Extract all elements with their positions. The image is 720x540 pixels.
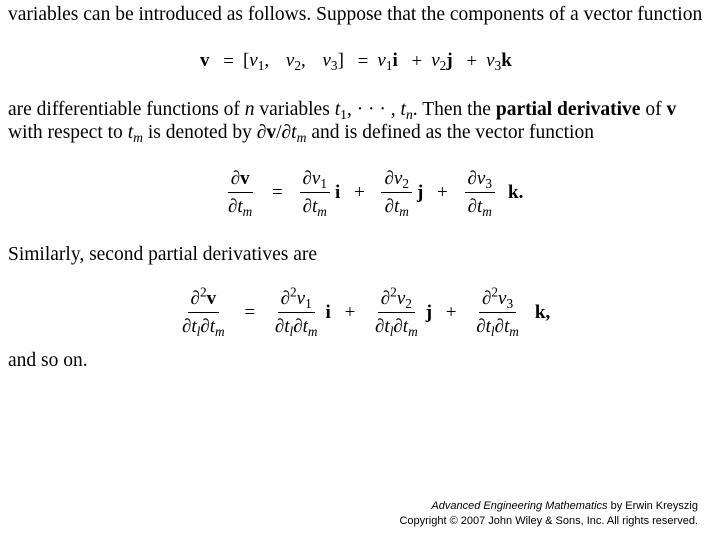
eq1-unit-k: k: [501, 50, 512, 71]
text-line-3: [8, 122, 594, 144]
eq2-f1-den-partial: ∂: [302, 196, 312, 217]
eq1-component-1-sub: 1: [257, 57, 265, 73]
eq2-lhs-den-t: t: [237, 196, 243, 217]
eq1-component-2-sub: 2: [294, 57, 301, 73]
eq2-f3-den-partial: ∂: [467, 196, 477, 217]
eq1-term-2-sub: 2: [439, 57, 447, 73]
eq3-f2-den-partial-2: ∂: [393, 316, 403, 337]
text-line-and-so-on: [8, 350, 88, 372]
eq1-bracket-close: ]: [337, 50, 344, 71]
eq1-bracket-open: [: [242, 50, 250, 71]
similarly-text: Similarly, second partial derivatives are: [8, 244, 318, 265]
eq3-lhs-num-partial: ∂: [190, 288, 200, 309]
eq2-f2-den-t: t: [393, 196, 400, 217]
eq3-unit-i: i: [325, 302, 331, 323]
eq1-equals-2: =: [357, 50, 369, 72]
line3-tm: t: [127, 122, 134, 143]
eq3-f1-num-sup: 2: [290, 284, 297, 300]
intro-text: variables can be introduced as follows. Suppose that the components of a vector function: [8, 4, 703, 25]
eq3-fraction-1: [272, 284, 321, 339]
eq3-f1-den-t1: t: [284, 316, 290, 337]
eq1-plus-1: +: [411, 50, 423, 72]
eq2-lhs-den-sub: m: [242, 203, 253, 219]
eq2-lhs-num-v: v: [240, 168, 250, 189]
eq3-f1-num-v: v: [296, 288, 306, 309]
and-so-on-text: and so on.: [8, 350, 88, 371]
line2-part-d: . Then the: [412, 99, 496, 120]
eq3-lhs-den-t2: t: [209, 316, 216, 337]
line2-tn: t: [400, 99, 406, 120]
eq3-f2-num-sub: 2: [405, 295, 412, 311]
line2-part-b: variables: [254, 99, 335, 120]
eq2-lhs-den-partial: ∂: [228, 196, 238, 217]
eq2-f3-num-sub: 3: [485, 175, 492, 191]
eq3-lhs-fraction: [179, 284, 228, 339]
equation-vector-components: [200, 50, 512, 73]
eq3-f1-den-sub2: m: [307, 323, 318, 339]
eq2-f2-num-v: v: [393, 168, 403, 189]
eq2-f3-num-v: v: [476, 168, 486, 189]
eq3-lhs-den-sub1: l: [196, 323, 201, 339]
eq2-plus-1: +: [354, 182, 365, 203]
eq3-lhs-num-v: v: [206, 288, 217, 309]
eq3-lhs-den-t1: t: [191, 316, 197, 337]
line3-t: t: [291, 122, 297, 143]
eq1-unit-i: i: [392, 50, 398, 71]
line3-v: v: [266, 122, 277, 143]
line2-n: n: [244, 99, 255, 120]
eq2-lhs-fraction: [225, 168, 255, 218]
line2-part-c: , · · · ,: [346, 99, 401, 120]
eq3-plus-1: +: [344, 302, 356, 323]
footer-byline: by Erwin Kreyszig: [607, 500, 698, 512]
eq2-f3-den-sub: m: [482, 203, 492, 219]
eq2-f2-num-partial: ∂: [384, 168, 394, 189]
eq2-unit-i: i: [334, 182, 341, 203]
eq1-component-3: v: [322, 50, 331, 71]
line2-t1-sub: 1: [340, 107, 347, 123]
eq2-fraction-3: [465, 168, 495, 218]
eq3-f1-den-t2: t: [302, 316, 308, 337]
line3-part-c: /∂: [276, 122, 292, 143]
eq3-f3-num-sub: 3: [506, 295, 514, 311]
eq1-unit-j: j: [446, 50, 453, 71]
eq3-plus-2: +: [445, 302, 457, 323]
eq2-unit-k: k.: [508, 182, 524, 203]
eq3-lhs-den-partial-2: ∂: [200, 316, 210, 337]
eq3-f1-den-partial-2: ∂: [293, 316, 303, 337]
eq3-f2-den-partial-1: ∂: [375, 316, 385, 337]
eq3-f1-den-partial-1: ∂: [274, 316, 285, 337]
footer-book-title: Advanced Engineering Mathematics: [431, 500, 608, 512]
line2-tn-sub: n: [405, 107, 413, 123]
eq3-f3-num-sup: 2: [491, 284, 499, 300]
eq1-component-2: v: [285, 50, 295, 71]
footer-book-credit: [431, 500, 698, 512]
footer-copyright-text: Copyright © 2007 John Wiley & Sons, Inc. All rights reserved.: [399, 515, 698, 527]
eq1-component-1: v: [249, 50, 258, 71]
eq1-term-2: v: [431, 50, 440, 71]
eq3-lhs-den-sub2: m: [215, 323, 225, 339]
eq2-f1-den-sub: m: [317, 203, 327, 219]
eq2-equals: =: [272, 182, 283, 203]
line3-t-sub: m: [296, 130, 307, 146]
eq3-f3-den-t1: t: [485, 316, 491, 337]
eq2-plus-2: +: [437, 182, 448, 203]
line2-t1: t: [334, 99, 341, 120]
eq3-f1-den-sub1: l: [289, 323, 294, 339]
eq1-term-1-sub: 1: [385, 57, 393, 73]
eq3-f2-den-t1: t: [384, 316, 390, 337]
eq2-f1-den-t: t: [311, 196, 318, 217]
eq1-component-3-sub: 3: [330, 57, 338, 73]
eq3-fraction-3: [473, 284, 522, 339]
eq3-f3-den-sub1: l: [490, 323, 495, 339]
equation-partial-derivative: [222, 168, 523, 218]
eq2-unit-j: j: [416, 182, 424, 203]
text-line-1: [8, 4, 702, 26]
eq3-lhs-num-sup: 2: [199, 284, 207, 300]
eq3-f2-den-sub2: m: [408, 323, 418, 339]
eq1-equals: =: [223, 50, 234, 72]
eq3-f1-num-partial: ∂: [280, 288, 291, 309]
eq2-f1-num-sub: 1: [320, 175, 327, 191]
eq2-f2-den-partial: ∂: [384, 196, 394, 217]
eq1-lhs: v: [200, 50, 210, 71]
text-line-2: [8, 99, 676, 121]
eq3-f2-den-t2: t: [402, 316, 409, 337]
eq3-unit-j: j: [425, 302, 433, 323]
eq2-f2-den-sub: m: [399, 203, 409, 219]
eq2-f1-num-partial: ∂: [302, 168, 312, 189]
eq1-comma-1: ,: [264, 50, 270, 71]
eq3-fraction-2: [372, 284, 421, 339]
eq3-f2-num-sup: 2: [390, 284, 397, 300]
eq3-f2-num-v: v: [396, 288, 406, 309]
eq2-fraction-1: [300, 168, 330, 218]
eq3-lhs-den-partial-1: ∂: [182, 316, 192, 337]
eq3-f2-num-partial: ∂: [380, 288, 391, 309]
eq2-f3-num-partial: ∂: [467, 168, 477, 189]
eq3-f1-num-sub: 1: [305, 295, 312, 311]
eq3-f3-den-sub2: m: [509, 323, 519, 339]
eq3-f3-den-t2: t: [504, 316, 510, 337]
line3-tm-sub: m: [133, 130, 143, 146]
line3-part-d: and is defined as the vector function: [306, 122, 594, 143]
eq3-unit-k: k,: [534, 302, 551, 323]
eq1-plus-2: +: [466, 50, 478, 72]
line2-part-a: are differentiable functions of: [8, 99, 245, 120]
eq3-f3-num-v: v: [498, 288, 507, 309]
eq3-f3-den-partial-1: ∂: [476, 316, 486, 337]
eq2-fraction-2: [381, 168, 411, 218]
eq1-term-1: v: [377, 50, 386, 71]
eq3-f3-num-partial: ∂: [481, 288, 492, 309]
line3-part-b: is denoted by ∂: [142, 122, 267, 143]
line2-v: v: [666, 99, 677, 120]
line2-part-e: of: [640, 99, 667, 120]
eq1-comma-2: ,: [300, 50, 306, 71]
eq3-f3-den-partial-2: ∂: [494, 316, 504, 337]
eq2-f3-den-t: t: [477, 196, 483, 217]
eq3-f2-den-sub1: l: [389, 323, 394, 339]
eq2-lhs-num-partial: ∂: [230, 168, 241, 189]
line3-part-a: with respect to: [8, 122, 128, 143]
footer-copyright: [399, 515, 698, 527]
equation-second-partial-derivative: [176, 284, 551, 339]
term-partial-derivative: partial derivative: [495, 99, 641, 120]
eq2-f2-num-sub: 2: [402, 175, 409, 191]
text-line-similarly: [8, 244, 317, 266]
eq2-f1-num-v: v: [311, 168, 321, 189]
eq1-term-3: v: [486, 50, 495, 71]
eq3-equals: =: [244, 302, 256, 323]
eq1-term-3-sub: 3: [494, 57, 502, 73]
